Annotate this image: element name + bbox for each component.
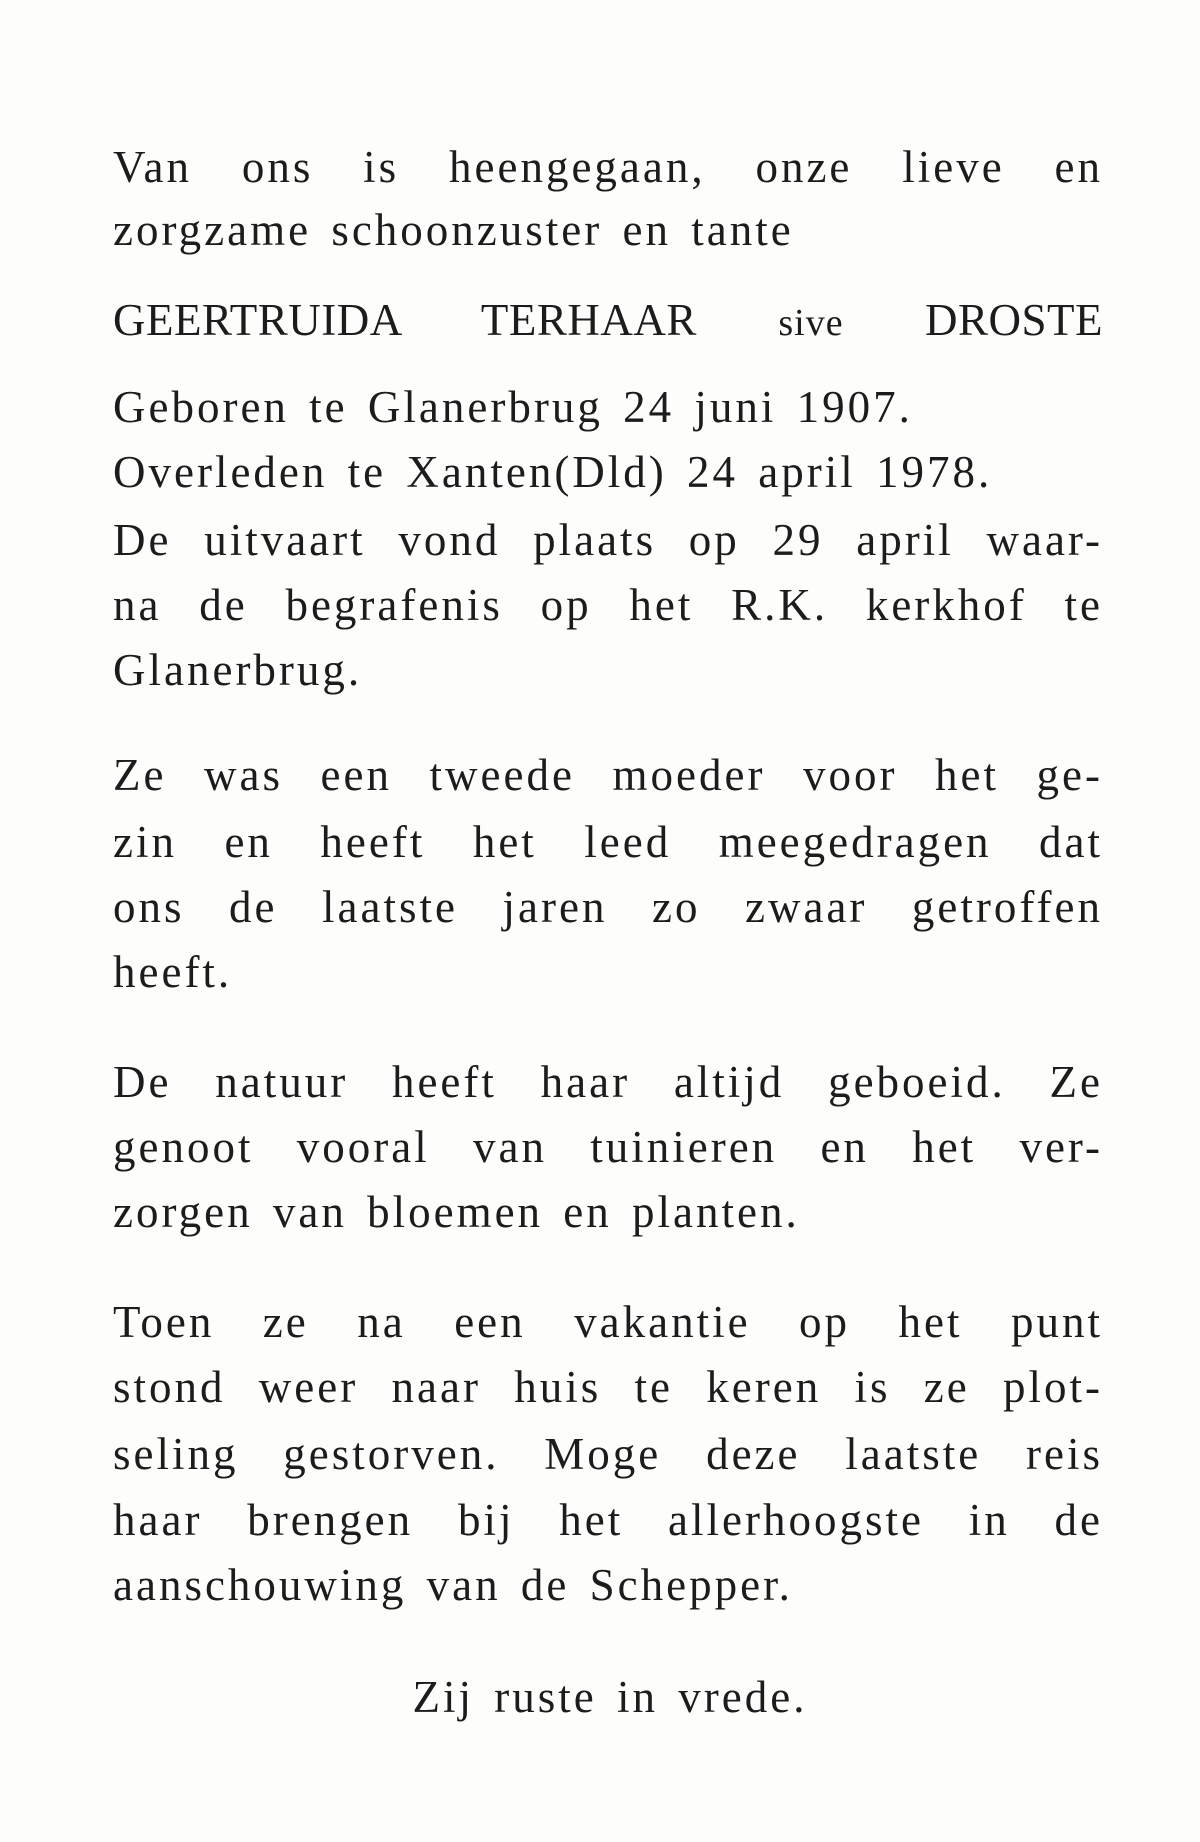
name-connector: sive [778, 302, 844, 344]
paragraph3-line-5: aanschouwing van de Schepper. [113, 1560, 793, 1610]
name-first: GEERTRUIDA TERHAAR [113, 295, 697, 345]
paragraph1-line-3: ons de laatste jaren zo zwaar getroffen [113, 882, 1103, 932]
paragraph2-line-1: De natuur heeft haar altijd geboeid. Ze [113, 1057, 1103, 1107]
paragraph2-line-2: genoot vooral van tuinieren en het ver- [113, 1122, 1103, 1172]
paragraph3-line-4: haar brengen bij het allerhoogste in de [113, 1495, 1103, 1545]
paragraph2-line-3: zorgen van bloemen en planten. [113, 1187, 800, 1237]
funeral-line-1: De uitvaart vond plaats op 29 april waar- [113, 515, 1103, 565]
intro-line-2: zorgzame schoonzuster en tante [113, 205, 794, 255]
paragraph3-line-2: stond weer naar huis te keren is ze plot- [113, 1362, 1103, 1412]
funeral-line-3: Glanerbrug. [113, 645, 363, 695]
closing-line: Zij ruste in vrede. [412, 1672, 808, 1722]
paragraph1-line-4: heeft. [113, 947, 233, 997]
paragraph3-line-1: Toen ze na een vakantie op het punt [113, 1297, 1103, 1347]
paragraph1-line-2: zin en heeft het leed meegedragen dat [113, 817, 1103, 867]
paragraph1-line-1: Ze was een tweede moeder voor het ge- [113, 750, 1103, 800]
name-last: DROSTE [925, 295, 1104, 345]
deceased-name [113, 290, 1103, 353]
birth-line: Geboren te Glanerbrug 24 juni 1907. [113, 382, 913, 432]
intro-line-1: Van ons is heengegaan, onze lieve en [113, 142, 1103, 192]
paragraph3-line-3: seling gestorven. Moge deze laatste reis [113, 1429, 1103, 1479]
death-line: Overleden te Xanten(Dld) 24 april 1978. [113, 447, 993, 497]
funeral-line-2: na de begrafenis op het R.K. kerkhof te [113, 580, 1103, 630]
